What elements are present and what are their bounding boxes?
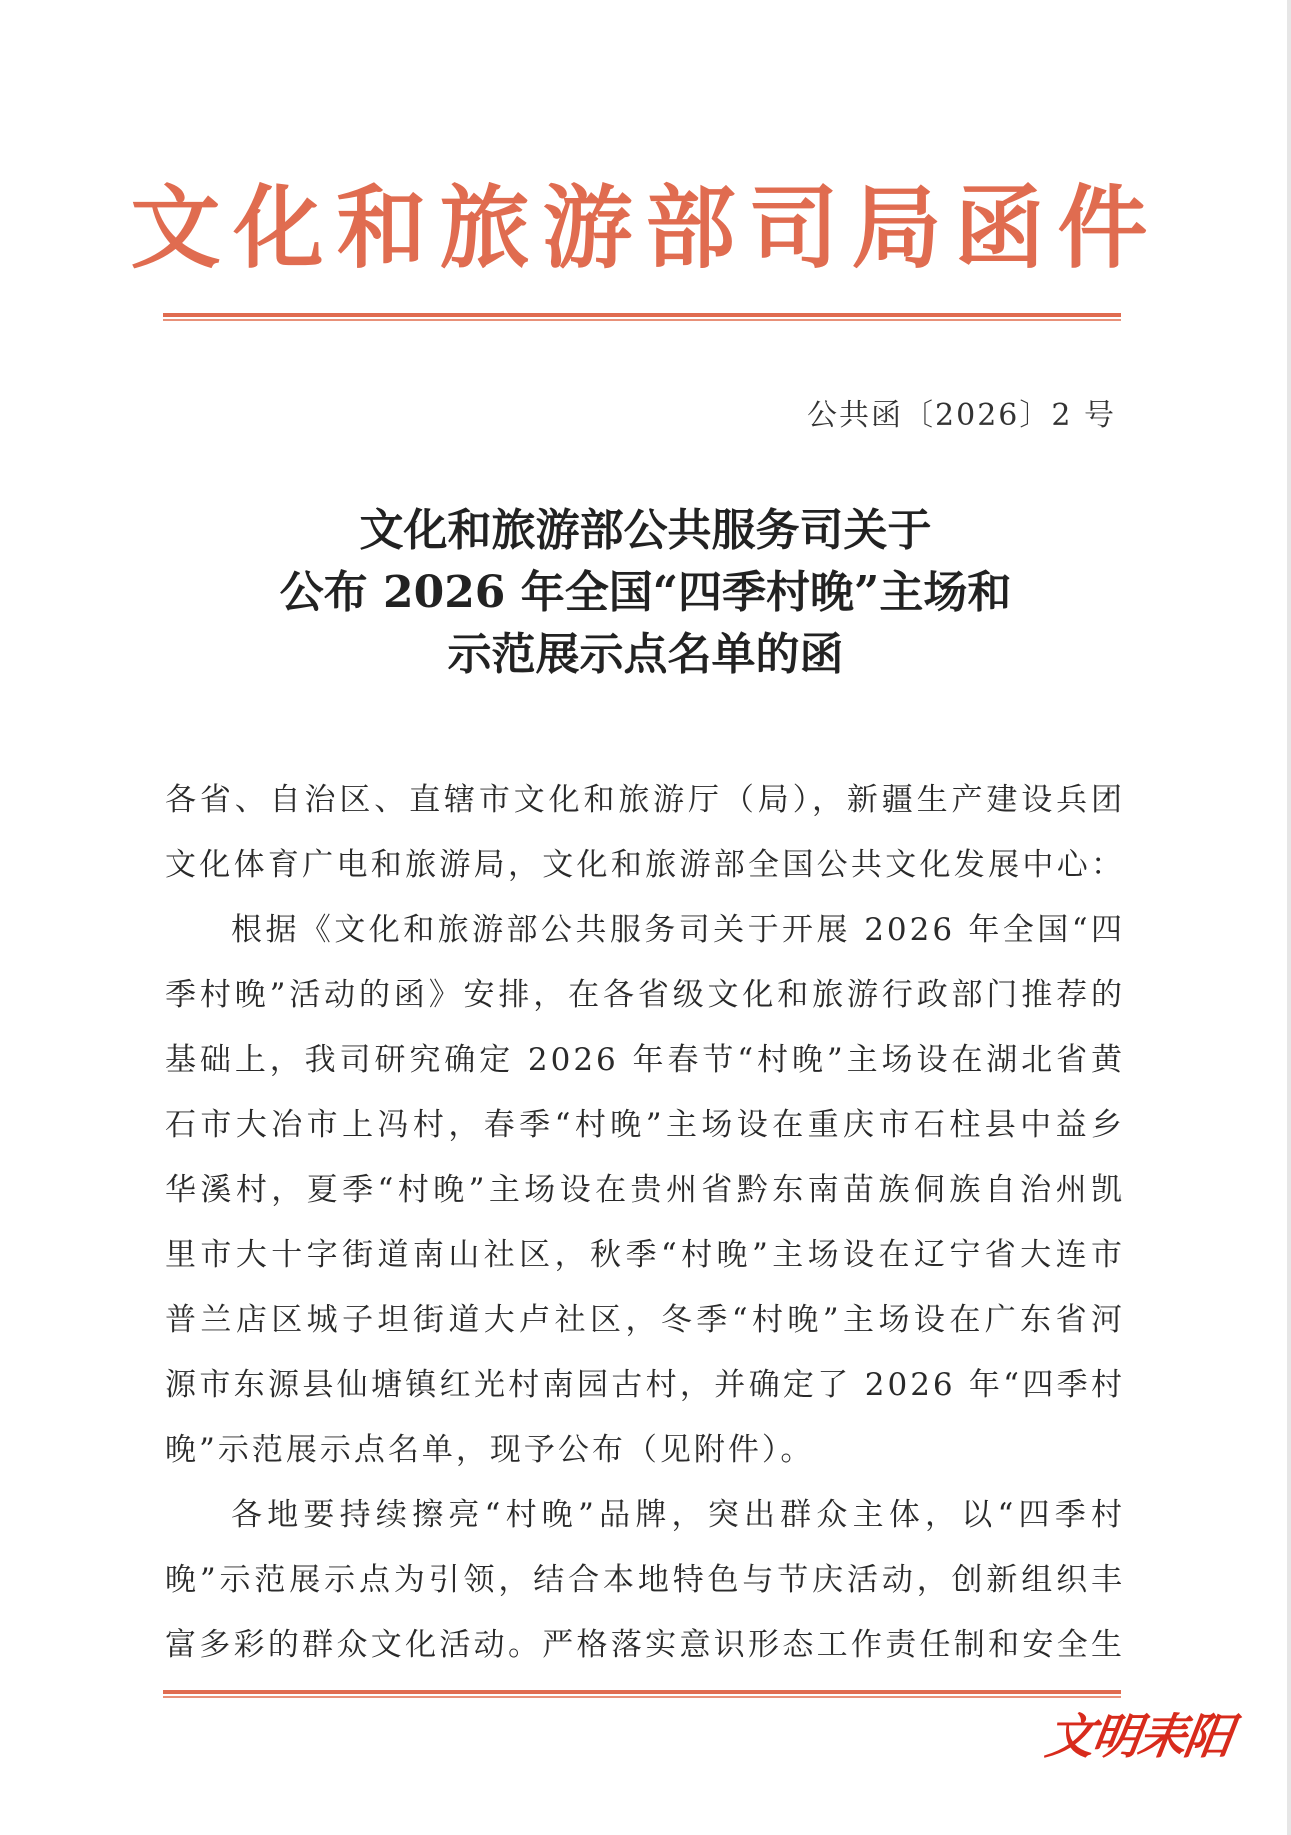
document-title-line-1: 文化和旅游部公共服务司关于 (359, 505, 932, 556)
body-line-9: 普兰店区城子坦街道大卢社区，冬季“村晚”主场设在广东省河 (165, 1302, 1125, 1338)
letterhead-title: 文化和旅游部司局函件 (130, 175, 1161, 281)
document-title-line-3: 示范展示点名单的函 (447, 629, 844, 680)
body-line-1-salutation: 各省、自治区、直辖市文化和旅游厅（局），新疆生产建设兵团 (165, 782, 1125, 818)
document-body (165, 768, 1125, 1678)
body-line-14: 富多彩的群众文化活动。严格落实意识形态工作责任制和安全生 (165, 1627, 1125, 1663)
body-line-6: 石市大冶市上冯村，春季“村晚”主场设在重庆市石柱县中益乡 (165, 1107, 1125, 1143)
body-line-5: 基础上，我司研究确定 2026 年春节“村晚”主场设在湖北省黄 (165, 1042, 1125, 1078)
header-red-rule (163, 313, 1121, 321)
body-line-3: 根据《文化和旅游部公共服务司关于开展 2026 年全国“四 (231, 912, 1125, 948)
body-line-13: 晚”示范展示点为引领，结合本地特色与节庆活动，创新组织丰 (165, 1562, 1125, 1598)
document-title-line-2: 公布 2026 年全国“四季村晚”主场和 (279, 567, 1012, 618)
body-line-4: 季村晚”活动的函》安排，在各省级文化和旅游行政部门推荐的 (165, 977, 1125, 1013)
body-line-8: 里市大十字街道南山社区，秋季“村晚”主场设在辽宁省大连市 (165, 1237, 1125, 1273)
body-line-11: 晚”示范展示点名单，现予公布（见附件）。 (165, 1432, 815, 1468)
watermark-logo: 文明耒阳 (1042, 1709, 1235, 1765)
footer-rule-thin-line (163, 1696, 1121, 1698)
footer-rule-thick-line (163, 1690, 1121, 1694)
body-line-7: 华溪村，夏季“村晚”主场设在贵州省黔东南苗族侗族自治州凯 (165, 1172, 1125, 1208)
footer-red-rule (163, 1690, 1121, 1698)
body-line-10: 源市东源县仙塘镇红光村南园古村，并确定了 2026 年“四季村 (165, 1367, 1125, 1403)
red-rule-thick-line (163, 313, 1121, 317)
red-rule-thin-line (163, 319, 1121, 321)
body-line-12: 各地要持续擦亮“村晚”品牌，突出群众主体，以“四季村 (231, 1497, 1125, 1533)
body-line-2-salutation: 文化体育广电和旅游局，文化和旅游部全国公共文化发展中心： (165, 847, 1125, 883)
document-title (0, 500, 1291, 686)
document-number: 公共函〔2026〕2 号 (807, 398, 1116, 433)
